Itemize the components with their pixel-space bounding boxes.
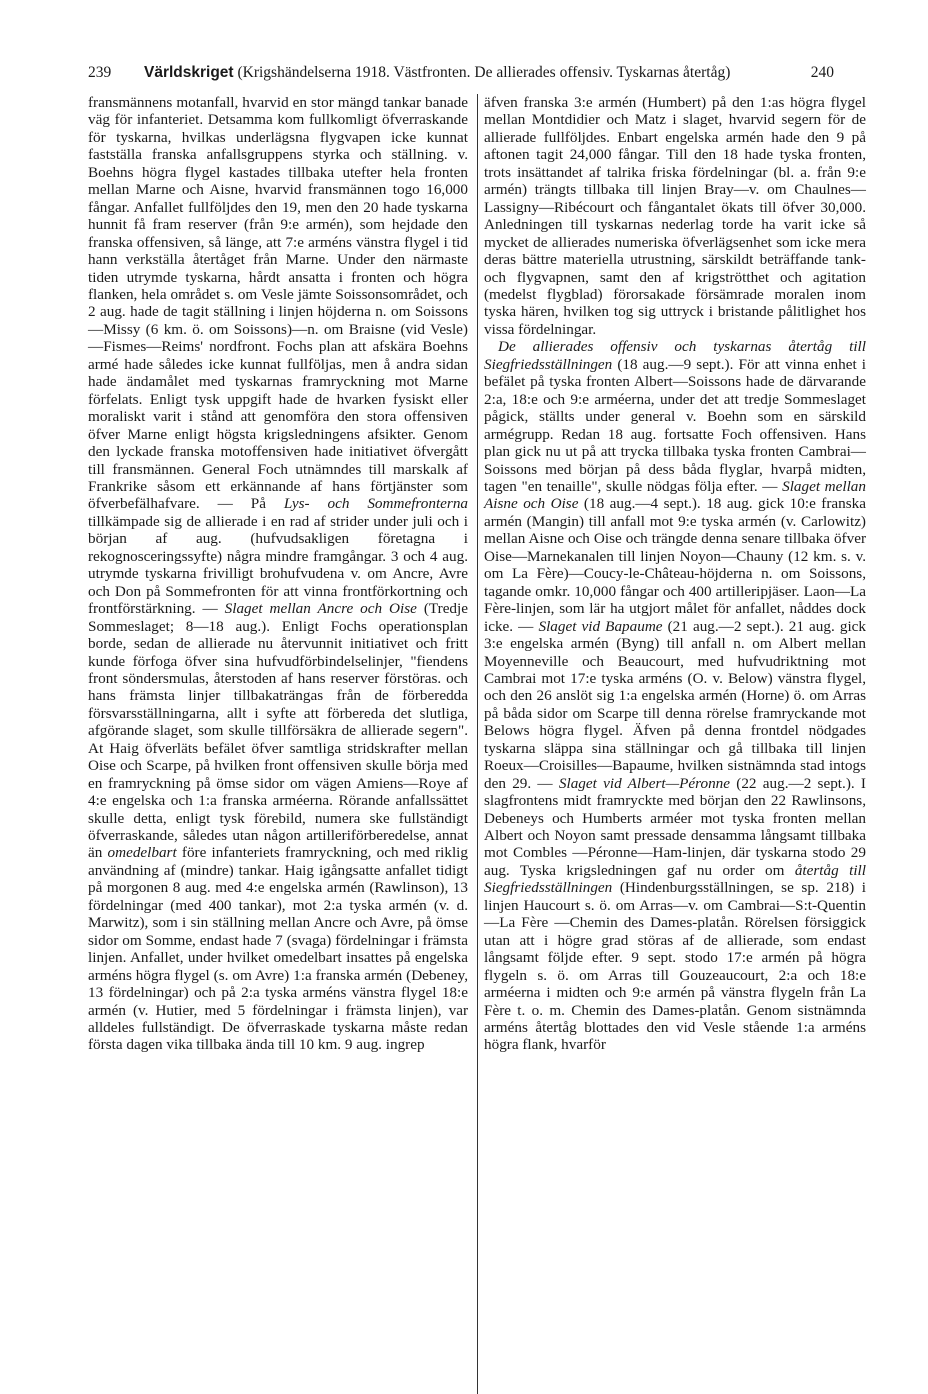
left-column [88, 94, 468, 1054]
text-run: fransmännens motanfall, hvarvid en stor mängd tankar banade väg för infanteriet. Detsamma kom fullkomligt öfverraskande för tyskarna, hvilkas underlägsna flygvapen icke kunnat fastställa franska anfallsgruppens styrka och ställning. v. Boehns högra flygel kastades tillbaka utefter hela fronten mellan Marne och Aisne, hvarvid fransmännen togo 16,000 fångar. Anfallet fullföljdes den 19, men den 20 hade tyskarna hunnit få fram reserver (från 9:e armén), som hejdade den franska offensiven, så länge, att 7:e arméns vänstra flygel i tid hann verkställa återtåget från Marne. Under den närmaste tiden utrymde tyskarna, hårdt ansatta i fronten och högra flanken, hela området s. om Vesle jämte Soissonsområdet, och 2 aug. hade de tagit ställning i linjen höjderna n. om Soissons—Missy (6 km. ö. om Soissons)—n. om Braisne (vid Vesle)—Fismes—Reims' nordfront. Fochs plan att afskära Boehns armé hade således icke kunnat fullföljas, men å andra sidan hade ändamålet med tyskarnas framryckning mot Marne förfelats. Enligt tysk uppgift hade de hvarken fysiskt eller moraliskt varit i stånd att genomföra den stora offensiven öfver Marne enligt högsta krigsledningens afsikter. Genom den lyckade franska motoffensiven hade initiativet öfvergått till fransmännen. General Foch utnämndes till marskalk af Frankrike såsom ett erkännande af hans förtjänster som öfverbefälhafvare. — På [88, 94, 468, 513]
text-run: (18 aug.—4 sept.). 18 aug. gick 10:e franska armén (Mangin) till anfall mot 9:e tyska armén (v. Carlowitz) mellan Aisne och Oise och trängde denna senare tillbaka öfver Oise—Marnekanalen till linjen Noyon—Chauny (12 km. s. v. om La Fère)—Coucy-le-Château-höjderna n. om Soissons, tagande omkr. 10,000 fångar och 400 artilleripjäser. Laon—La Fère-linjen, som lär ha utgjort målet för anfallet, nåddes dock icke. — [484, 495, 866, 635]
text-run: (18 aug.—9 sept.). För att vinna enhet i befälet på tyska fronten Albert—Soissons hade de därvarande 2:a, 18:e och 9:e arméerna, under det att tredje Sommeslaget pågick, ställts under general v. Boehn som en särskild armégrupp. Redan 18 aug. fortsatte Foch offensiven. Hans plan gick nu ut på att trycka tillbaka tyska fronten Cambrai—Soissons med början på dess båda flyglar, hvarpå midten, tagen "en tenaille", skulle nödgas följa efter. — [484, 355, 866, 495]
right-column [484, 94, 866, 1054]
text-run: (Hindenburgsställningen, se sp. 218) i linjen Haucourt s. ö. om Arras—v. om Cambrai—S:t-Quentin—La Fère —Chemin des Dames-platån. Rörelsen försiggick utan att i högre grad störas af de allierade, som endast långsamt följde efter. 9 sept. stodo 17:e armén på högra flygeln s. ö. om Arras till Gouzeaucourt, 2:a och 18:e arméerna i midten och 9:e armén på vänstra flygeln från La Fère t. o. m. Chemin des Dames-platån. Genom sistnämnda arméns återtåg blottades den vid Vesle stående 1:a arméns högra flank, hvarför [484, 879, 866, 1054]
page-number-right: 240 [810, 64, 834, 81]
page-number-left: 239 [88, 64, 112, 81]
column-divider [477, 94, 478, 1394]
paragraph [484, 338, 866, 1054]
text-run: tillkämpade sig de allierade i en rad af strider under juli och i början af aug. (hufvudsakligen företagna i rekognosceringssyfte) några mindre framgångar. 3 och 4 aug. utrymde tyskarna frivilligt brohufvudena v. om Ancre, Avre och Don på Sommefronten för att vinna frontförkortning och frontförstärkning. — [88, 512, 468, 618]
running-title-sub: (Krigshändelserna 1918. Västfronten. De allierades offensiv. Tyskarnas återtåg) [237, 64, 731, 81]
text-run: (Tredje Sommeslaget; 8—18 aug.). Enligt Fochs operationsplan borde, sedan de allierade nu återvunnit initiativet och fritt kunde förfoga öfver sina hufvudförbindelselinjer, "fiendens front söndersmulas, återstoden af hans reserver förstöras. och hans främsta linjer tillbakaträngas från de förberedda försvarsställningarna, allt i syfte att förbereda det slutliga, afgörande slaget, som skulle tillförsäkra de allierade segern". At Haig öfverläts befälet öfver samtliga stridskrafter mellan Oise och Scarpe, på hvilken front offensiven skulle börja med en framryckning på ömse sidor om vägen Amiens—Roye af 4:e engelska och 1:a franska arméerna. Rörande anfallssättet skulle detta, enligt tysk förebild, numera ske fullständigt öfverraskande, således utan någon artilleriförberedelse, annat än [88, 600, 468, 862]
italic-heading: Slaget mellan Ancre och Oise [224, 600, 417, 618]
text-run: före infanteriets framryckning, och med riklig användning af (mindre) tankar. Haig igångsatte anfallet tidigt på morgonen 8 aug. med 4:e engelska armén (Rawlinson), 13 fördelningar (med 400 tankar), mot 2:a tyska armén (v. d. Marwitz), som i sin ställning mellan Ancre och Avre, på ömse sidor om Somme, endast hade 7 (svaga) fördelningar i främsta linjen. Anfallet, under hvilket omedelbart insattes på engelska arméns högra flygel (s. om Avre) 1:a franska armén (Debeney, 13 fördelningar) och på 2:a tyska arméns vänstra flygel 18:e armén (v. Hutier, med 5 fördelningar i främsta linjen), var alldeles fullständigt. De öfverraskade tyskarna måste redan första dagen vika tillbaka ända till 10 km. 9 aug. ingrep [88, 844, 468, 1054]
running-title [144, 62, 730, 84]
italic-heading: Slaget vid Bapaume [538, 617, 663, 635]
text-run: (22 aug.—2 sept.). I slagfrontens midt framryckte med början den 22 Rawlinsons, Debeneys och Humberts arméer mot tyska fronten mellan Albert och Noyon samt pressade densamma långsamt tillbaka mot Combles —Péronne—Ham-linjen, där tyskarna stodo 29 aug. Tyska krigsledningen gaf nu order om [484, 774, 866, 879]
italic-heading: Slaget vid Albert—Péronne [558, 774, 731, 792]
paragraph [88, 94, 468, 1054]
italic-heading: återtåg till Siegfriedsställningen [484, 861, 866, 897]
italic-heading: Lys- och Sommefronterna [283, 495, 469, 513]
running-title-main: Världskriget [144, 64, 234, 81]
text-run: (21 aug.—2 sept.). 21 aug. gick 3:e engelska armén (Byng) till anfall n. om Albert mellan Moyenneville och Beaucourt, med hufvudriktning mot Cambrai mot 17:e tyska arméns (O. v. Below) vänstra flygel, och den 26 anslöt sig 1:a engelska armén (Horne) ö. om Arras på båda sidor om Scarpe till denna rörelse framryckande mot Belows högra flygel. Äfven på denna frontdel nödgades tyskarna släppa sina ställningar och gå tillbaka till linjen Roeux—Croisilles—Bapaume, hvilken sistnämnda stad intogs den 29. — [484, 617, 866, 792]
italic-heading: De allierades offensiv och tyskarnas återtåg till Siegfriedsställningen [484, 338, 866, 373]
italic-heading: omedelbart [107, 844, 177, 862]
page-header [88, 62, 834, 84]
italic-heading: Slaget mellan Aisne och Oise [484, 477, 866, 513]
text-run: äfven franska 3:e armén (Humbert) på den 1:as högra flygel mellan Montdidier och Matz i slaget, hvarvid segern för de allierade fullföljdes. Enbart engelska armén hade den 9 på aftonen tagit 24,000 fångar. Till den 18 hade tyska fronten, trots insättandet af talrika friska fördelningar (bl. a. från 9:e armén) trängts tillbaka till linjen Bray—v. om Chaulnes—Lassigny—Ribécourt och fångantalet ökats till öfver 30,000. Anledningen till tyskarnas nederlag torde ha varit icke så mycket de allierades numeriska öfverlägsenhet som icke mera deras bättre materiella utrustning, särskildt beträffande tank- och flygvapnen, samt den af krigströtthet och agitation (medelst flygblad) förorsakade försämrade moralen inom tyska hären, hvilken tog sig uttryck i bristande pålitlighet hos vissa fördelningar. [484, 94, 866, 338]
paragraph [484, 94, 866, 338]
